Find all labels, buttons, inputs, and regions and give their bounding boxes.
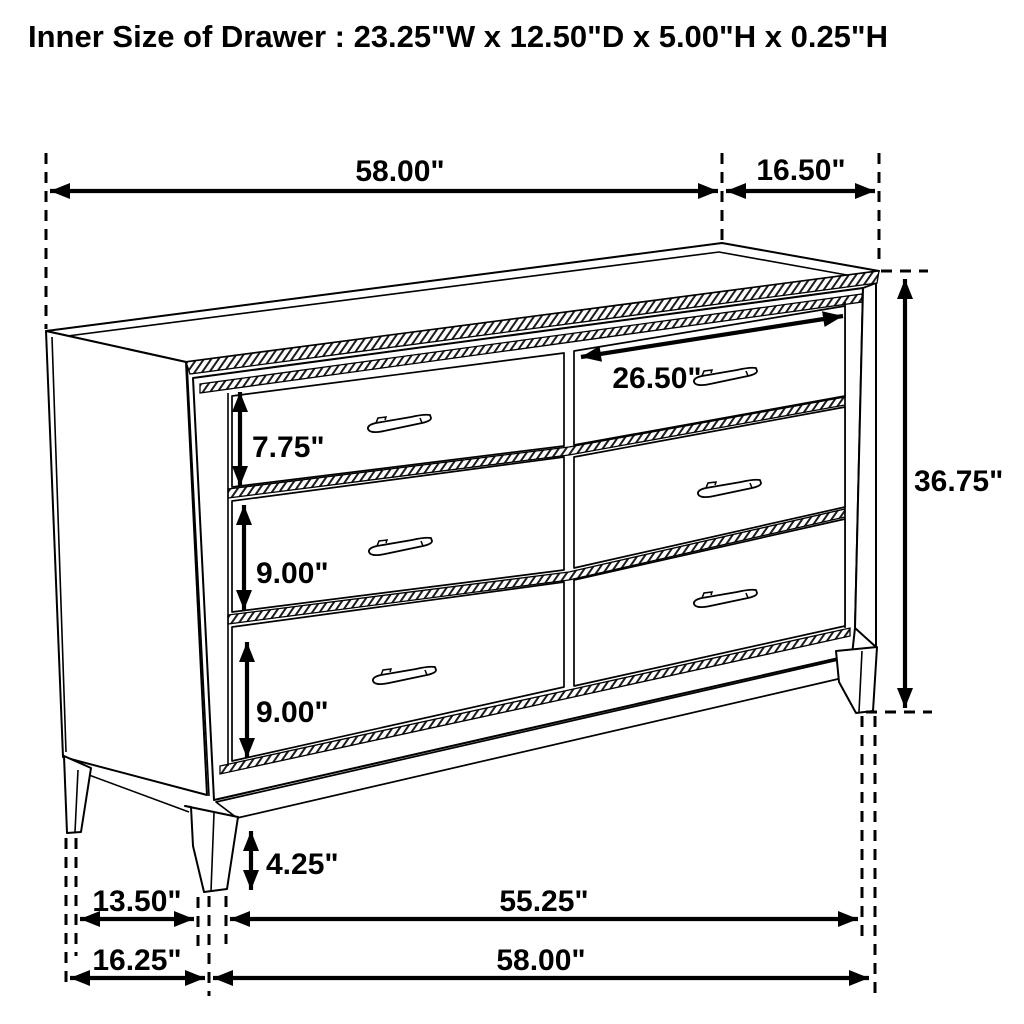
- page-title: Inner Size of Drawer : 23.25"W x 12.50"D x 5.00"H x 0.25"H: [28, 19, 889, 54]
- dim-label-bottom-inner-width: 55.25": [499, 885, 589, 918]
- dimension-top-depth: [726, 154, 875, 191]
- dim-label-leg-height: 4.25": [266, 848, 339, 881]
- dim-label-top-depth: 16.50": [756, 154, 846, 187]
- dresser-drawing: [46, 243, 879, 892]
- dim-label-overall-height: 36.75": [914, 465, 1004, 498]
- dim-label-overall-width: 58.00": [496, 944, 586, 977]
- dresser-side-panel: [46, 331, 207, 795]
- dim-label-top-width: 58.00": [355, 155, 445, 188]
- dresser-leg: [836, 647, 877, 713]
- dimension-overall-height: [905, 279, 1003, 708]
- dim-label-top-drawer-height: 7.75": [252, 431, 325, 464]
- dim-label-side-inner-depth: 13.50": [92, 885, 182, 918]
- dim-label-side-overall-depth: 16.25": [92, 944, 182, 977]
- dimension-overall-width: [213, 944, 869, 978]
- dimension-bottom-inner-width: [230, 885, 858, 919]
- dimension-top-width: [50, 155, 718, 191]
- dim-label-drawer-inner-width: 26.50": [612, 362, 702, 395]
- dimension-side-inner-depth: [80, 885, 194, 919]
- dimension-side-overall-depth: [70, 944, 205, 978]
- dimension-leg-height: [251, 831, 339, 890]
- dim-label-middle-drawer-height: 9.00": [256, 557, 329, 590]
- dim-label-bottom-drawer-height: 9.00": [256, 696, 329, 729]
